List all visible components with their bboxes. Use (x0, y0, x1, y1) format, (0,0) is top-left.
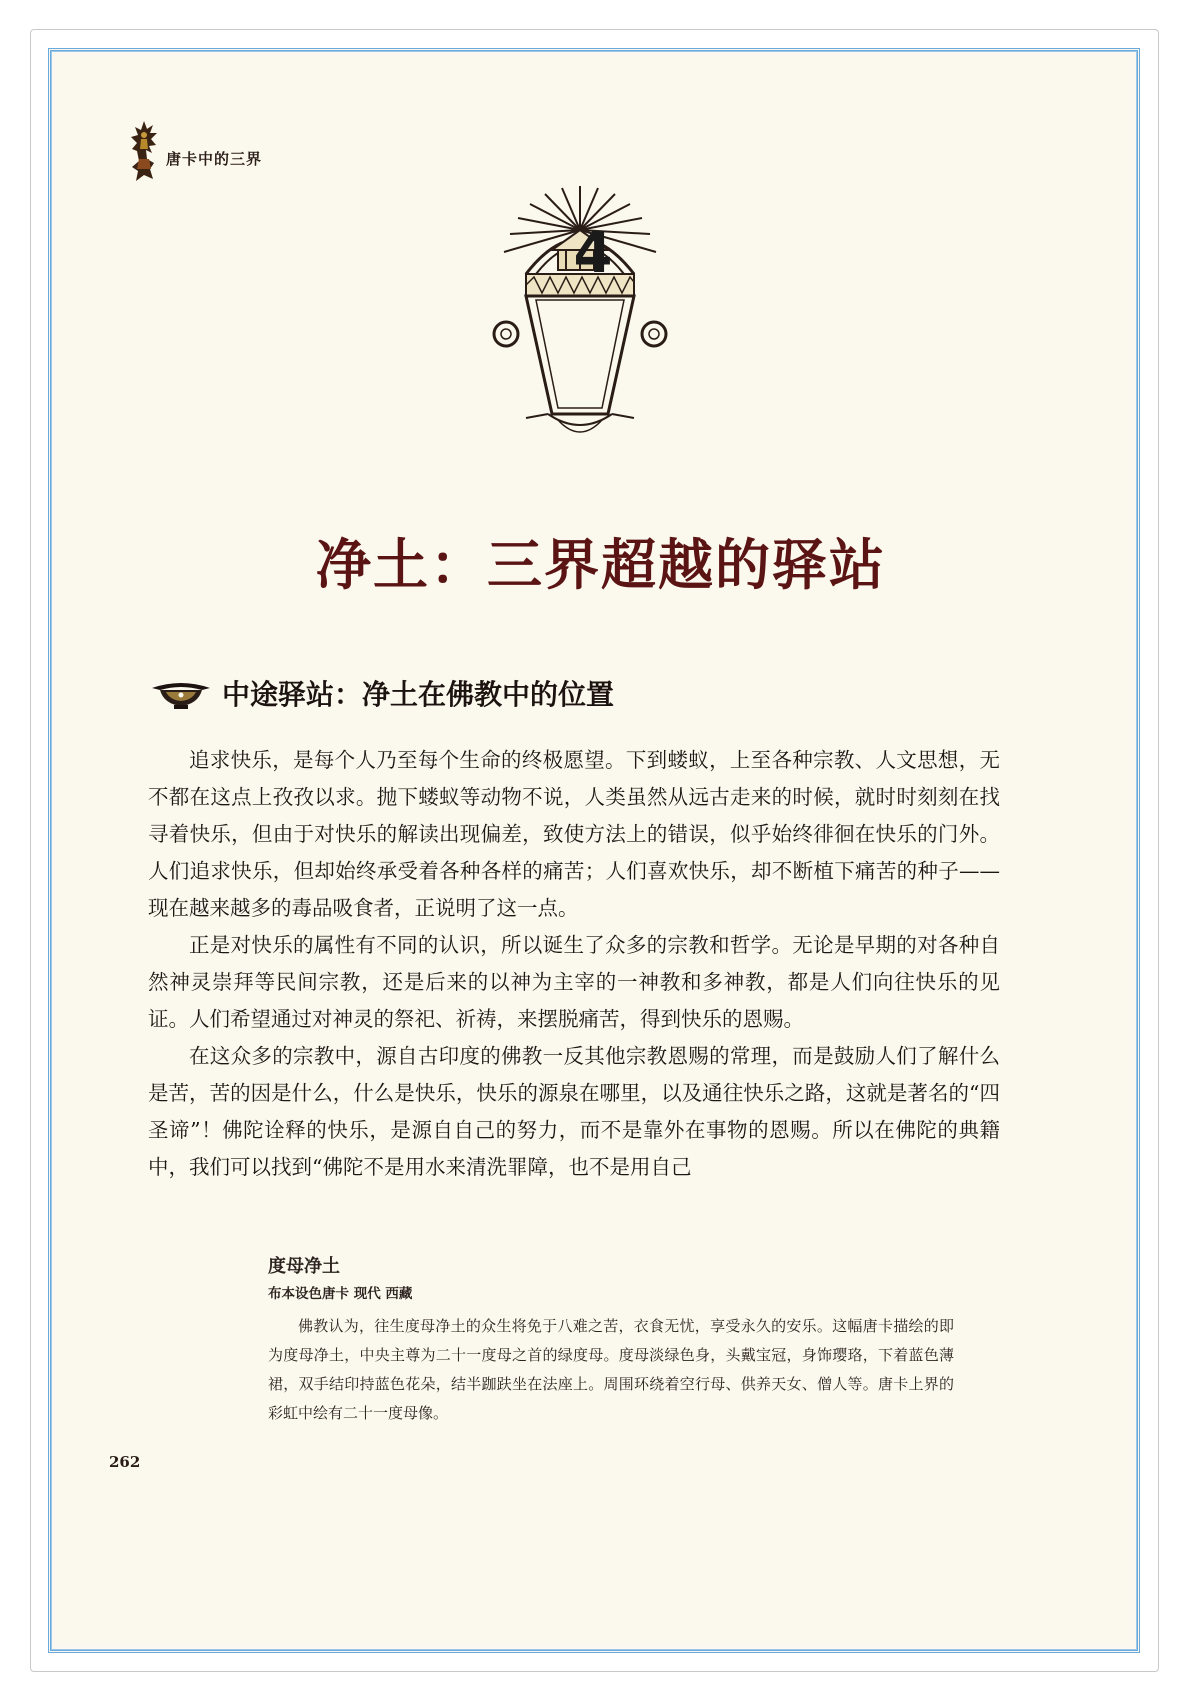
stupa-emblem-icon (430, 174, 730, 444)
body-paragraph: 正是对快乐的属性有不同的认识，所以诞生了众多的宗教和哲学。无论是早期的对各种自然神灵崇拜等民间宗教，还是后来的以神为主宰的一神教和多神教，都是人们向往快乐的见证。人们希望通过对神灵的祭祀、祈祷，来摆脱痛苦，得到快乐的恩赐。 (148, 933, 1000, 1031)
chapter-number: 4 (573, 221, 613, 286)
section-heading (150, 673, 614, 713)
page-number: 262 (109, 1453, 141, 1471)
caption-title: 度母净土 (268, 1256, 340, 1277)
image-caption (268, 1252, 954, 1428)
offering-bowl-icon (150, 676, 212, 710)
body-paragraph: 在这众多的宗教中，源自古印度的佛教一反其他宗教恩赐的常理，而是鼓励人们了解什么是苦，苦的因是什么，什么是快乐，快乐的源泉在哪里，以及通往快乐之路，这就是著名的“四圣谛”！佛陀诠释的快乐，是源自自己的努力，而不是靠外在事物的恩赐。所以在佛陀的典籍中，我们可以找到“佛陀不是用水来清洗罪障，也不是用自己 (148, 1044, 1000, 1179)
running-header (126, 122, 262, 182)
book-page (56, 56, 1130, 1643)
caption-text: 佛教认为，往生度母净土的众生将免于八难之苦，衣食无忧，享受永久的安乐。这幅唐卡描绘的即为度母净土，中央主尊为二十一度母之首的绿度母。度母淡绿色身，头戴宝冠，身饰璎珞，下着蓝色薄裙，双手结印持蓝色花朵，结半跏趺坐在法座上。周围环绕着空行母、供养天女、僧人等。唐卡上界的彩虹中绘有二十一度母像。 (268, 1317, 954, 1422)
caption-subtitle: 布本设色唐卡 现代 西藏 (268, 1286, 413, 1302)
section-title: 中途驿站：净土在佛教中的位置 (222, 678, 615, 711)
thangka-figure-icon (126, 119, 162, 185)
running-header-title: 唐卡中的三界 (166, 149, 263, 168)
body-text (148, 742, 1000, 1186)
chapter-title: 净土：三界超越的驿站 (315, 532, 886, 597)
body-paragraph: 追求快乐，是每个人乃至每个生命的终极愿望。下到蝼蚁，上至各种宗教、人文思想，无不都在这点上孜孜以求。抛下蝼蚁等动物不说，人类虽然从远古走来的时候，就时时刻刻在找寻着快乐，但由于对快乐的解读出现偏差，致使方法上的错误，似乎始终徘徊在快乐的门外。人们追求快乐，但却始终承受着各种各样的痛苦；人们喜欢快乐，却不断植下痛苦的种子——现在越来越多的毒品吸食者，正说明了这一点。 (148, 748, 1000, 920)
